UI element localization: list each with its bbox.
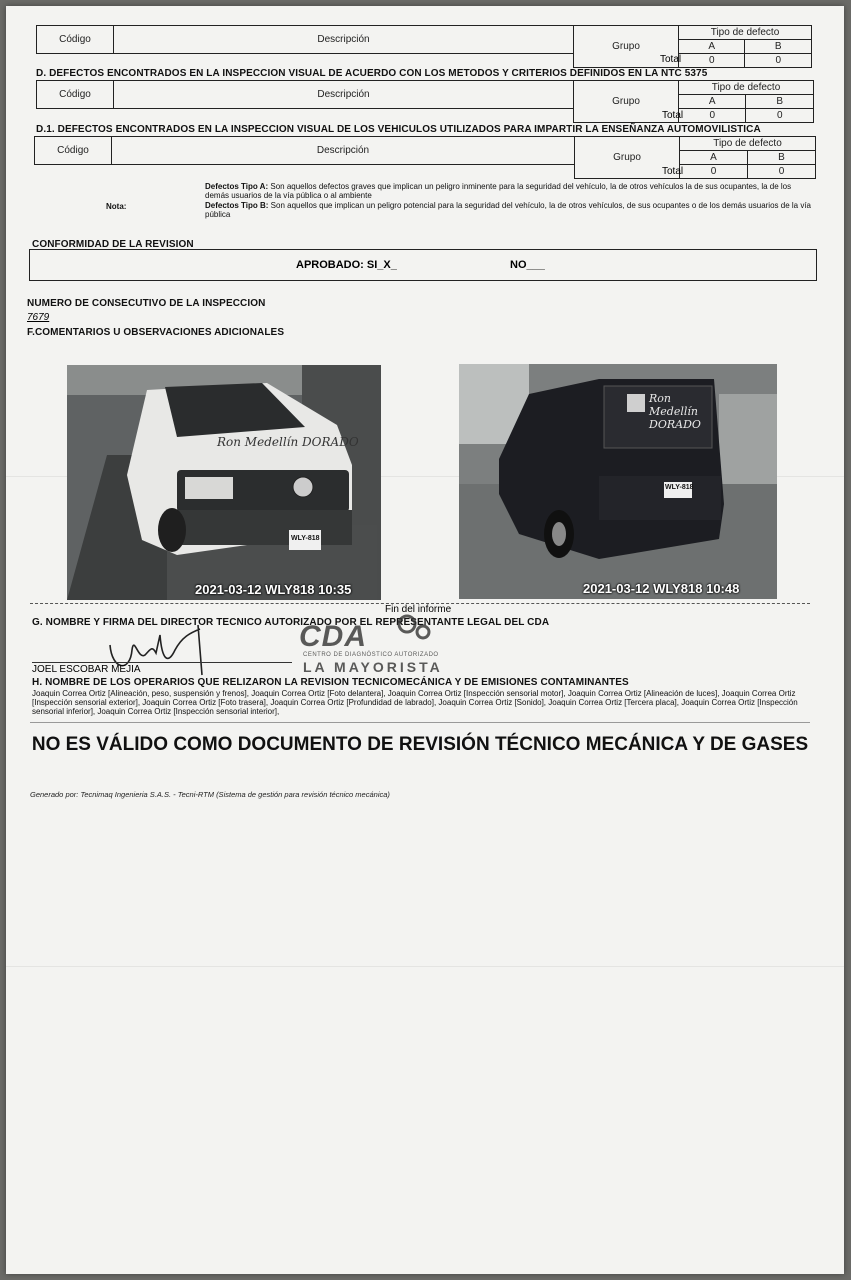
nota-tipo-b: [205, 201, 815, 219]
tipo-defecto-header: Tipo de defecto: [679, 81, 814, 95]
rear-photo: [459, 364, 777, 599]
grupo-header: Grupo: [574, 81, 679, 123]
generado-por: Generado por: Tecnimaq Ingenieria S.A.S. - Tecni-RTM (Sistema de gestión para revisión técnico mecánica): [30, 790, 390, 799]
defects-table-d1: [34, 136, 816, 179]
tipo-b-text: Son aquellos que implican un peligro potencial para la seguridad del vehículo, la de otros vehículos, de sus ocupantes o de los demás usuarios de la vía pública: [205, 201, 811, 219]
rear-van-image: [459, 364, 777, 599]
operarios-divider: [30, 722, 810, 723]
defects-table-top: [36, 25, 812, 68]
total-label: Total: [660, 54, 682, 65]
defects-table-d: [36, 80, 814, 123]
director-heading: G. NOMBRE Y FIRMA DEL DIRECTOR TECNICO AUTORIZADO POR EL REPRESENTANTE LEGAL DEL CDA: [32, 617, 550, 628]
photo-timestamp: 2021-03-12 WLY818 10:35: [195, 582, 352, 597]
total-a-value: 0: [680, 165, 748, 179]
codigo-header: Código: [37, 26, 114, 54]
operarios-text: Joaquin Correa Ortiz [Alineación, peso, suspensión y frenos], Joaquin Correa Ortiz [Foto delantera], Joaquin Correa Ortiz [Inspección sensorial motor], Joaquin Correa Ortiz [Alineación de luces], Joaquin Correa Ortiz [Inspección sensorial exterior], Joaquin Correa Ortiz [Foto trasera], Joaquin Correa Ortiz [Profundidad de labrado], Joaquin Correa Ortiz [Sonido], Joaquin Correa Ortiz [Tercera placa], Joaquin Correa Ortiz [Inspección sensorial inferior], Joaquin Correa Ortiz [Inspección sensorial interior],: [32, 689, 798, 716]
consecutivo-heading: NUMERO DE CONSECUTIVO DE LA INSPECCION: [27, 298, 266, 309]
tipo-a-header: A: [680, 151, 748, 165]
consecutivo-value: 7679: [27, 312, 50, 323]
tipo-a-header: A: [679, 40, 745, 54]
codigo-header: Código: [37, 81, 114, 109]
operarios-heading: H. NOMBRE DE LOS OPERARIOS QUE RELIZARON LA REVISION TECNICOMECÁNICA Y DE EMISIONES CONTAMINANTES: [32, 677, 629, 688]
comentarios-heading: F.COMENTARIOS U OBSERVACIONES ADICIONALES: [27, 327, 285, 338]
total-b-value: 0: [745, 54, 812, 68]
descripcion-header: Descripción: [114, 26, 574, 54]
no-valido-notice: NO ES VÁLIDO COMO DOCUMENTO DE REVISIÓN TÉCNICO MECÁNICA Y DE GASES: [31, 734, 809, 755]
van-plate: WLY-818: [291, 535, 320, 542]
descripcion-header: Descripción: [114, 81, 574, 109]
section-d1-heading: D.1. DEFECTOS ENCONTRADOS EN LA INSPECCION VISUAL DE LOS VEHICULOS UTILIZADOS PARA IMPARTIR LA ENSEÑANZA AUTOMOVILISTICA: [36, 124, 761, 135]
tipo-b-header: B: [747, 151, 815, 165]
tipo-a-text: Son aquellos defectos graves que implican un peligro inminente para la seguridad del vehículo, la de otros vehículos la de sus ocupantes, la de los demás usuarios de la vía pública o al ambiente: [205, 182, 792, 200]
descripcion-header: Descripción: [112, 137, 575, 165]
total-label: Total: [662, 110, 684, 121]
total-label: Total: [662, 166, 684, 177]
grupo-header: Grupo: [575, 137, 680, 179]
tipo-defecto-header: Tipo de defecto: [679, 26, 812, 40]
tipo-b-header: B: [745, 40, 812, 54]
total-a-value: 0: [679, 109, 746, 123]
nota-label: Nota:: [106, 202, 127, 211]
cda-logo-text: CDA: [299, 620, 367, 653]
tipo-b-label: Defectos Tipo B:: [205, 201, 269, 210]
aprobado-si: APROBADO: SI_X_: [296, 259, 397, 271]
conformidad-heading: CONFORMIDAD DE LA REVISION: [32, 239, 194, 250]
codigo-header: Código: [35, 137, 112, 165]
grupo-header: Grupo: [574, 26, 679, 68]
total-a-value: 0: [679, 54, 745, 68]
paper-fold: [6, 966, 844, 967]
tipo-a-label: Defectos Tipo A:: [205, 182, 269, 191]
cda-name-text: LA MAYORISTA: [303, 659, 443, 675]
section-d-heading: D. DEFECTOS ENCONTRADOS EN LA INSPECCION VISUAL DE ACUERDO CON LOS METODOS Y CRITERIOS DEFINIDOS EN LA NTC 5375: [36, 68, 708, 79]
conformidad-box: [29, 249, 817, 281]
tipo-defecto-header: Tipo de defecto: [680, 137, 816, 151]
gear-icon: [393, 612, 433, 642]
van-plate: WLY-818: [665, 484, 694, 491]
van-brand-text: Ron Medellín DORADO: [217, 435, 359, 449]
signature-line: [32, 662, 292, 663]
tipo-a-header: A: [679, 95, 746, 109]
aprobado-no: NO___: [510, 259, 545, 271]
photo-timestamp: 2021-03-12 WLY818 10:48: [583, 581, 740, 596]
total-b-value: 0: [747, 165, 815, 179]
tipo-b-header: B: [746, 95, 814, 109]
front-van-image: [67, 365, 381, 600]
director-name: JOEL ESCOBAR MEJIA: [32, 664, 141, 675]
nota-tipo-a: [205, 182, 815, 200]
fin-informe: Fin del informe: [385, 604, 452, 615]
cda-sub-text: CENTRO DE DIAGNÓSTICO AUTORIZADO: [303, 652, 439, 658]
van-brand-text: Ron Medellín DORADO: [649, 392, 701, 431]
front-photo: [67, 365, 381, 600]
total-b-value: 0: [746, 109, 814, 123]
